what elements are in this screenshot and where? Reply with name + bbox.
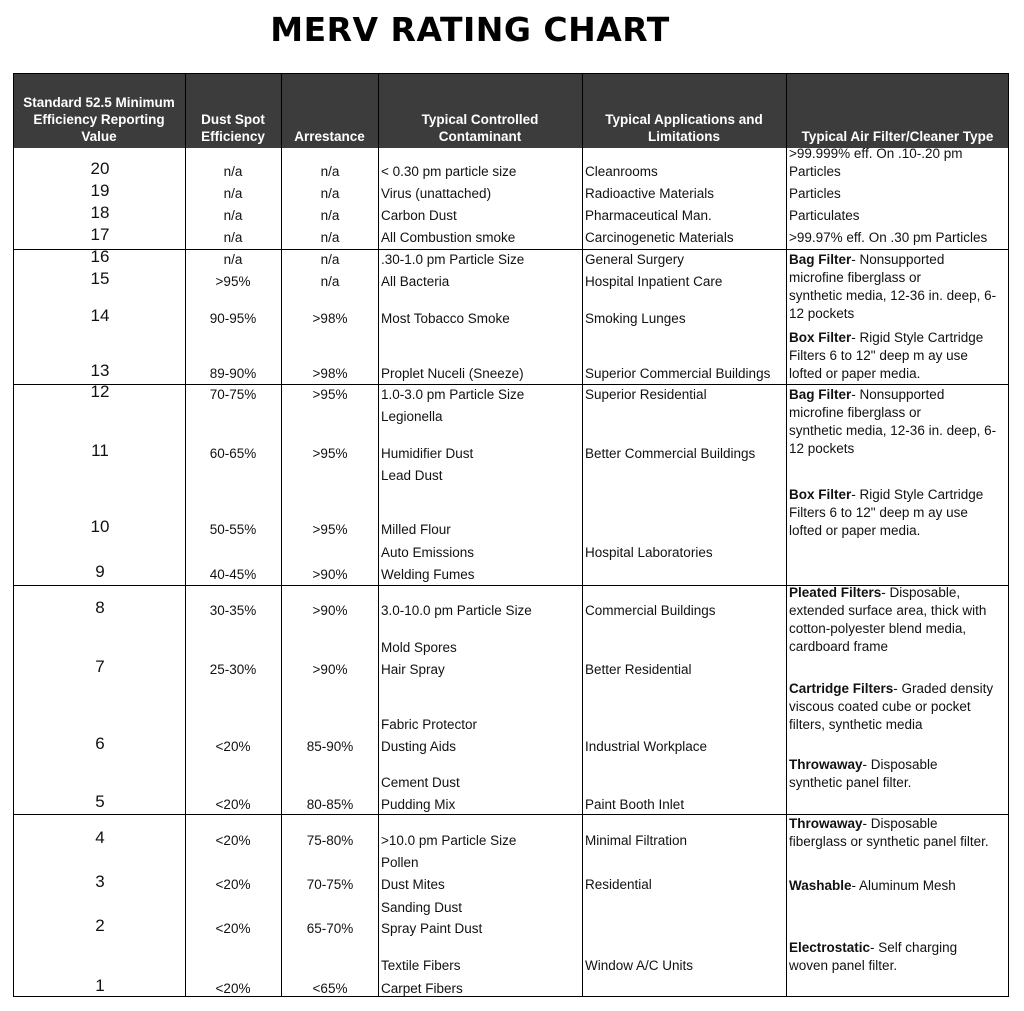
application-cell: Hospital Laboratories xyxy=(585,545,713,560)
dust-spot-cell: n/a xyxy=(223,208,243,223)
merv-cell: 4 xyxy=(95,828,105,847)
filter-throwaway-group5 xyxy=(789,815,1009,851)
merv-cell: 17 xyxy=(90,225,110,244)
arrestance-cell: n/a xyxy=(320,274,340,289)
contaminant-cell: Most Tobacco Smoke xyxy=(381,311,510,326)
application-cell: Smoking Lunges xyxy=(585,311,686,326)
dust-spot-cell: 30-35% xyxy=(209,603,257,618)
dust-spot-cell: n/a xyxy=(223,252,243,267)
arrestance-cell: n/a xyxy=(320,208,340,223)
arrestance-cell: >95% xyxy=(312,387,348,402)
arrestance-cell: 85-90% xyxy=(306,739,354,754)
contaminant-cell: Textile Fibers xyxy=(381,958,461,973)
merv-cell: 1 xyxy=(95,976,105,995)
filter-electrostatic xyxy=(789,939,1009,975)
application-cell: Minimal Filtration xyxy=(585,833,688,848)
header-dust-spot: Dust Spot Efficiency xyxy=(201,112,265,144)
dust-spot-cell: n/a xyxy=(223,230,243,245)
dust-spot-cell: <20% xyxy=(215,833,251,848)
contaminant-cell: All Bacteria xyxy=(381,274,450,289)
filter-description: - Rigid Style Cartridge Filters 6 to 12" deep m ay use lofted or paper media. xyxy=(789,330,984,381)
dust-spot-cell: <20% xyxy=(215,739,251,754)
dust-spot-cell: 60-65% xyxy=(209,446,257,461)
application-cell: Pharmaceutical Man. xyxy=(585,208,712,223)
contaminant-cell: Dust Mites xyxy=(381,877,445,892)
filter-label: Pleated Filters xyxy=(789,585,882,600)
filter-description: - Disposable, extended surface area, thick with cotton-polyester blend media, cardboard frame xyxy=(789,585,987,654)
application-cell: Radioactive Materials xyxy=(585,186,715,201)
contaminant-cell: Mold Spores xyxy=(381,640,457,655)
contaminant-cell: All Combustion smoke xyxy=(381,230,516,245)
filter-bag-group2 xyxy=(789,251,1009,323)
header-merv: Standard 52.5 Minimum Efficiency Reporting Value xyxy=(23,95,175,144)
contaminant-cell: Welding Fumes xyxy=(381,567,475,582)
contaminant-cell: Milled Flour xyxy=(381,522,451,537)
column-divider xyxy=(786,73,787,997)
filter-description: - Nonsupported microfine fiberglass or synthetic media, 12-36 in. deep, 6- 12 pockets xyxy=(789,252,997,321)
contaminant-cell: Legionella xyxy=(381,409,443,424)
arrestance-cell: <65% xyxy=(312,981,348,996)
contaminant-cell: Lead Dust xyxy=(381,468,443,483)
merv-cell: 16 xyxy=(90,247,110,266)
header-arrestance: Arrestance xyxy=(294,129,365,144)
filter-washable xyxy=(789,877,1009,895)
contaminant-cell: Carbon Dust xyxy=(381,208,457,223)
merv-cell: 18 xyxy=(90,203,110,222)
dust-spot-cell: 40-45% xyxy=(209,567,257,582)
application-cell: Paint Booth Inlet xyxy=(585,797,685,812)
arrestance-cell: n/a xyxy=(320,186,340,201)
contaminant-cell: .30-1.0 pm Particle Size xyxy=(381,252,525,267)
dust-spot-cell: <20% xyxy=(215,921,251,936)
arrestance-cell: 80-85% xyxy=(306,797,354,812)
contaminant-cell: Auto Emissions xyxy=(381,545,475,560)
dust-spot-cell: n/a xyxy=(223,164,243,179)
filter-bag-group3 xyxy=(789,386,1009,458)
dust-spot-cell: <20% xyxy=(215,877,251,892)
contaminant-cell: Sanding Dust xyxy=(381,900,463,915)
arrestance-cell: >90% xyxy=(312,603,348,618)
dust-spot-cell: 70-75% xyxy=(209,387,257,402)
contaminant-cell: Virus (unattached) xyxy=(381,186,492,201)
dust-spot-cell: 89-90% xyxy=(209,366,257,381)
filter-label: Throwaway xyxy=(789,757,863,772)
column-divider xyxy=(281,73,282,997)
filter-label: Bag Filter xyxy=(789,252,852,267)
chart-title: MERV RATING CHART xyxy=(270,10,670,49)
column-divider xyxy=(378,73,379,997)
filter-pleated xyxy=(789,584,1009,656)
dust-spot-cell: <20% xyxy=(215,797,251,812)
header-contaminant: Typical Controlled Contaminant xyxy=(421,112,539,144)
application-cell: Hospital Inpatient Care xyxy=(585,274,723,289)
merv-cell: 10 xyxy=(90,517,110,536)
application-cell: Residential xyxy=(585,877,652,892)
filter-description: - Graded density viscous coated cube or pocket filters, synthetic media xyxy=(789,681,994,732)
contaminant-cell: Proplet Nuceli (Sneeze) xyxy=(381,366,524,381)
arrestance-cell: 75-80% xyxy=(306,833,354,848)
arrestance-cell: n/a xyxy=(320,230,340,245)
contaminant-cell: Humidifier Dust xyxy=(381,446,474,461)
arrestance-cell: >90% xyxy=(312,662,348,677)
filter-label: Box Filter xyxy=(789,330,852,345)
application-cell: Carcinogenetic Materials xyxy=(585,230,734,245)
filter-description: - Nonsupported microfine fiberglass or synthetic media, 12-36 in. deep, 6- 12 pockets xyxy=(789,387,997,456)
dust-spot-cell: 90-95% xyxy=(209,311,257,326)
merv-cell: 5 xyxy=(95,792,105,811)
merv-cell: 14 xyxy=(90,306,110,325)
column-divider xyxy=(185,73,186,997)
filter-description: - Disposable synthetic panel filter. xyxy=(789,757,938,790)
merv-cell: 20 xyxy=(90,159,110,178)
dust-spot-cell: n/a xyxy=(223,186,243,201)
filter-label: Cartridge Filters xyxy=(789,681,894,696)
filter-box-group2 xyxy=(789,329,1009,383)
arrestance-cell: >95% xyxy=(312,446,348,461)
contaminant-cell: >10.0 pm Particle Size xyxy=(381,833,517,848)
contaminant-cell: Carpet Fibers xyxy=(381,981,463,996)
contaminant-cell: 3.0-10.0 pm Particle Size xyxy=(381,603,532,618)
merv-cell: 2 xyxy=(95,916,105,935)
arrestance-cell: >95% xyxy=(312,522,348,537)
application-cell: Better Commercial Buildings xyxy=(585,446,756,461)
filter-label: Bag Filter xyxy=(789,387,852,402)
filter-text: >99.999% eff. On .10-.20 pm Particles xyxy=(789,146,963,179)
filter-text: Particles xyxy=(789,186,841,201)
merv-cell: 13 xyxy=(90,361,110,380)
application-cell: General Surgery xyxy=(585,252,685,267)
header-filter-type: Typical Air Filter/Cleaner Type xyxy=(801,129,994,144)
application-cell: Better Residential xyxy=(585,662,692,677)
merv-cell: 15 xyxy=(90,269,110,288)
column-divider xyxy=(582,73,583,997)
dust-spot-cell: >95% xyxy=(215,274,251,289)
contaminant-cell: Cement Dust xyxy=(381,775,460,790)
contaminant-cell: Fabric Protector xyxy=(381,717,478,732)
filter-description: - Aluminum Mesh xyxy=(851,878,956,893)
filter-label: Box Filter xyxy=(789,487,852,502)
filter-description: - Disposable fiberglass or synthetic panel filter. xyxy=(789,816,989,849)
merv-cell: 19 xyxy=(90,181,110,200)
merv-cell: 7 xyxy=(95,657,105,676)
contaminant-cell: Dusting Aids xyxy=(381,739,457,754)
application-cell: Commercial Buildings xyxy=(585,603,716,618)
contaminant-cell: 1.0-3.0 pm Particle Size xyxy=(381,387,525,402)
arrestance-cell: 70-75% xyxy=(306,877,354,892)
contaminant-cell: Spray Paint Dust xyxy=(381,921,483,936)
arrestance-cell: >98% xyxy=(312,366,348,381)
filter-description: - Rigid Style Cartridge Filters 6 to 12" deep m ay use lofted or paper media. xyxy=(789,487,984,538)
arrestance-cell: n/a xyxy=(320,164,340,179)
filter-description: - Self charging woven panel filter. xyxy=(789,940,958,973)
merv-cell: 12 xyxy=(90,382,110,401)
filter-label: Washable xyxy=(789,878,852,893)
merv-cell: 9 xyxy=(95,562,105,581)
filter-label: Electrostatic xyxy=(789,940,871,955)
contaminant-cell: Hair Spray xyxy=(381,662,445,677)
contaminant-cell: Pudding Mix xyxy=(381,797,456,812)
filter-box-group3 xyxy=(789,486,1009,540)
application-cell: Window A/C Units xyxy=(585,958,694,973)
dust-spot-cell: <20% xyxy=(215,981,251,996)
arrestance-cell: >90% xyxy=(312,567,348,582)
header-applications: Typical Applications and Limitations xyxy=(605,112,763,144)
dust-spot-cell: 25-30% xyxy=(209,662,257,677)
filter-text: Particulates xyxy=(789,208,860,223)
contaminant-cell: Pollen xyxy=(381,855,419,870)
arrestance-cell: >98% xyxy=(312,311,348,326)
dust-spot-cell: 50-55% xyxy=(209,522,257,537)
application-cell: Industrial Workplace xyxy=(585,739,708,754)
arrestance-cell: 65-70% xyxy=(306,921,354,936)
merv-cell: 8 xyxy=(95,598,105,617)
merv-cell: 3 xyxy=(95,872,105,891)
merv-cell: 11 xyxy=(91,441,109,460)
arrestance-cell: n/a xyxy=(320,252,340,267)
filter-throwaway-group4 xyxy=(789,756,1009,792)
application-cell: Superior Commercial Buildings xyxy=(585,366,771,381)
group-divider xyxy=(13,384,1009,385)
filter-text: >99.97% eff. On .30 pm Particles xyxy=(789,230,988,245)
contaminant-cell: < 0.30 pm particle size xyxy=(381,164,517,179)
filter-label: Throwaway xyxy=(789,816,863,831)
application-cell: Superior Residential xyxy=(585,387,707,402)
application-cell: Cleanrooms xyxy=(585,164,658,179)
merv-cell: 6 xyxy=(95,734,105,753)
filter-cartridge xyxy=(789,680,1009,734)
group-divider xyxy=(13,249,1009,250)
